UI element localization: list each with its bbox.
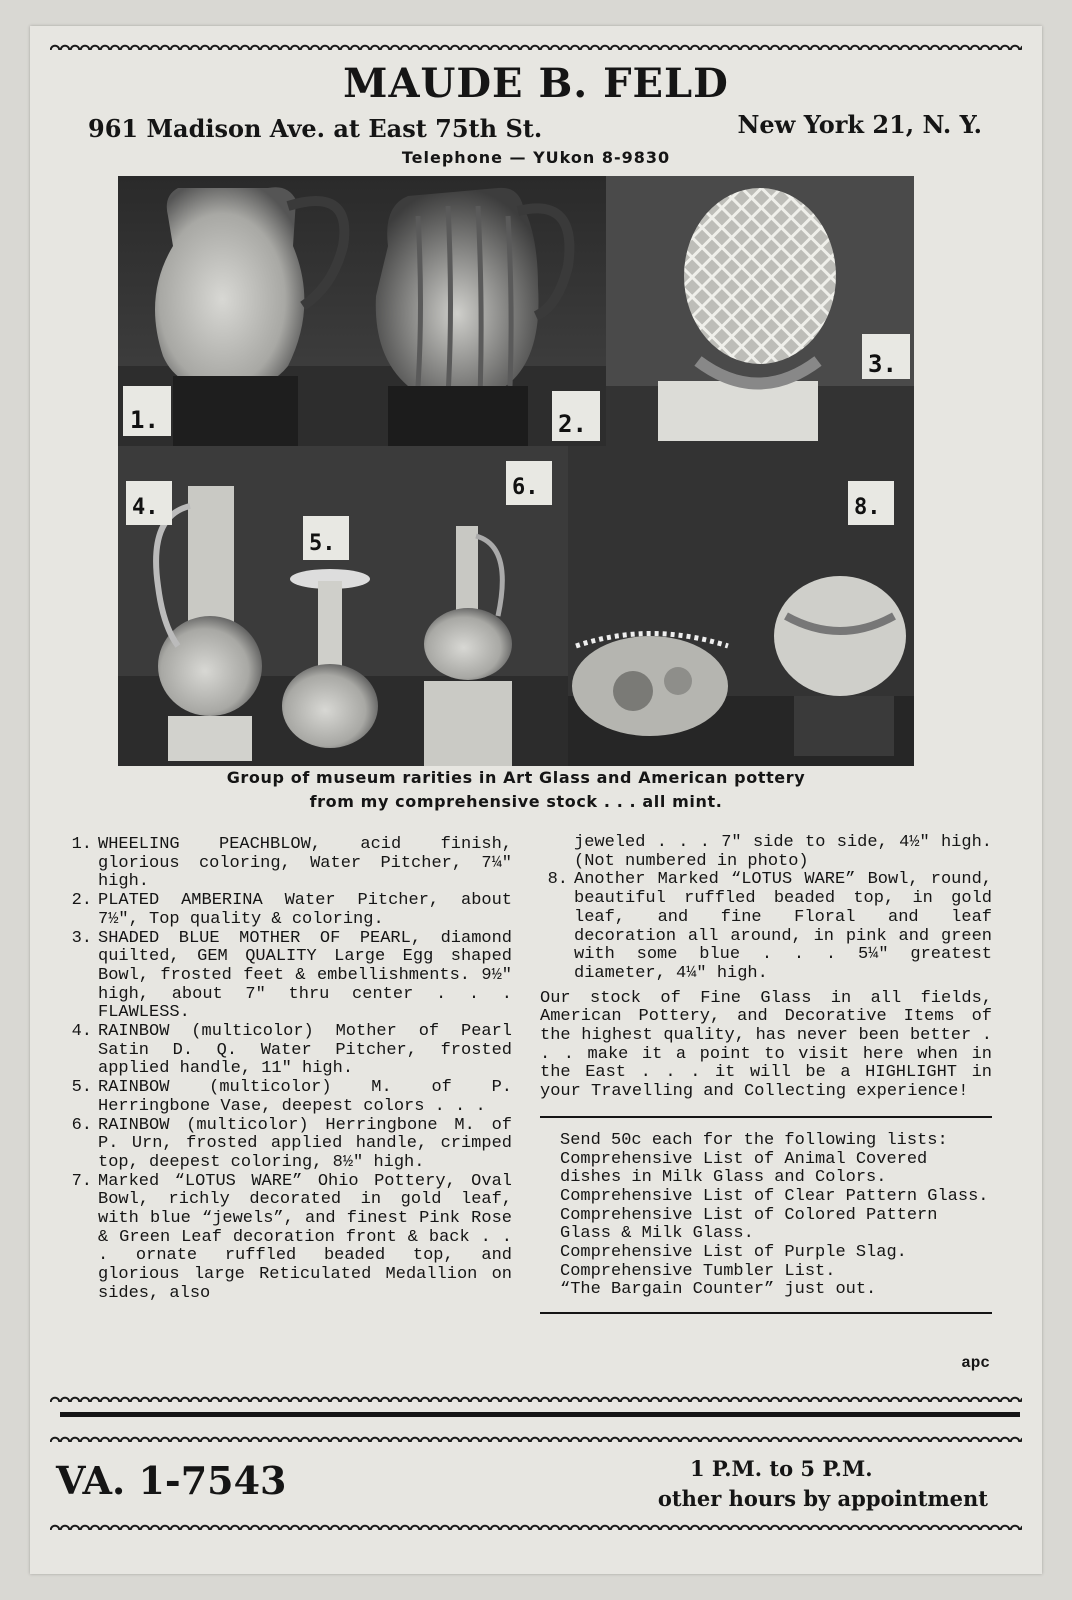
pitcher-2 xyxy=(376,188,539,398)
lotus-bowl-8 xyxy=(774,576,906,696)
photo-illustration xyxy=(118,176,914,766)
list-item: 6. RAINBOW (multicolor) Herringbone M. of P. Urn, frosted applied handle, crimped top, deepest coloring, 8½″ high. xyxy=(71,1115,512,1172)
dealer-name: MAUDE B. FELD xyxy=(343,60,729,107)
section-rule xyxy=(540,1312,992,1314)
list-entry: “The Bargain Counter” just out. xyxy=(560,1280,877,1300)
list-entry: Comprehensive List of Clear Pattern Glass. xyxy=(560,1186,989,1206)
thick-rule xyxy=(60,1412,1020,1417)
pitcher-1 xyxy=(155,187,304,391)
price-lists xyxy=(540,1132,992,1300)
signature-initials: apc xyxy=(961,1354,990,1372)
list-item: 5. RAINBOW (multicolor) M. of P. Herringbone Vase, deepest colors . . . xyxy=(71,1078,512,1116)
bottom-wavy-border xyxy=(50,1392,1022,1402)
list-entry: Comprehensive Tumbler List. xyxy=(560,1261,836,1281)
label-5: 5. xyxy=(309,531,336,556)
list-entry: Comprehensive List of Purple Slag. xyxy=(560,1243,907,1263)
advertisement-page xyxy=(30,26,1042,1574)
footer-phone: VA. 1-7543 xyxy=(56,1458,287,1503)
footer-hours: 1 P.M. to 5 P.M. xyxy=(690,1456,873,1481)
list-item: 4. RAINBOW (multicolor) Mother of Pearl Satin D. Q. Water Pitcher, frosted applied handle, 11″ high. xyxy=(71,1022,512,1079)
label-1: 1. xyxy=(130,406,159,434)
list-item-continued: jeweled . . . 7″ side to side, 4½″ high. (Not numbered in photo) xyxy=(574,833,992,871)
list-item: 7. Marked “LOTUS WARE” Ohio Pottery, Oval Bowl, richly decorated in gold leaf, with blue “jewels”, and finest Pink Rose & Green Leaf decoration front & back . . . ornate ruffled beaded top, and glorious large Reticulated Medallion on sides, also xyxy=(71,1171,512,1303)
items-left-column xyxy=(64,836,512,1304)
telephone-line: Telephone — YUkon 8-9830 xyxy=(401,148,671,167)
vase-5 xyxy=(282,664,378,748)
stock-paragraph: Our stock of Fine Glass in all fields, American Pottery, and Decorative Items of the highest quality, has never been better . . . make it a point to visit here when in the East . . . it will be a HIGHLIGHT in your Travelling and Collecting experience! xyxy=(540,988,992,1102)
urn-6 xyxy=(424,608,512,680)
list-item: 2. PLATED AMBERINA Water Pitcher, about 7½″, Top quality & coloring. xyxy=(71,891,512,929)
label-2: 2. xyxy=(558,410,587,438)
list-entry: Comprehensive List of Colored Pattern Glass & Milk Glass. xyxy=(560,1205,938,1244)
section-rule xyxy=(540,1116,992,1118)
photo-caption-line-1: Group of museum rarities in Art Glass and American pottery xyxy=(226,768,806,787)
city-address: New York 21, N. Y. xyxy=(737,110,982,139)
label-6: 6. xyxy=(512,475,539,500)
list-item: 3. SHADED BLUE MOTHER OF PEARL, diamond quilted, GEM QUALITY Large Egg shaped Bowl, frosted feet & embellishments. 9½″ high, about 7″ thru center . . . FLAWLESS. xyxy=(71,928,512,1023)
list-item: 1. WHEELING PEACHBLOW, acid finish, glorious coloring, Water Pitcher, 7¼″ high. xyxy=(71,835,512,892)
label-3: 3. xyxy=(868,350,897,378)
footer-appointment: other hours by appointment xyxy=(657,1486,988,1511)
street-address: 961 Madison Ave. at East 75th St. xyxy=(88,114,543,143)
glassware-photo xyxy=(118,176,914,766)
label-8: 8. xyxy=(854,495,881,520)
top-wavy-border xyxy=(50,40,1022,50)
footer-wavy-border xyxy=(50,1432,1022,1442)
items-right-column xyxy=(540,834,992,1314)
list-item: 8. Another Marked “LOTUS WARE” Bowl, round, beautiful ruffled beaded top, in gold leaf, and fine Floral and leaf decoration all around, in pink and green with some blue . . . 5¼″ greatest diameter, 4¼″ high. xyxy=(547,870,992,983)
label-4: 4. xyxy=(132,495,159,520)
lists-intro: Send 50c each for the following lists: xyxy=(560,1130,948,1150)
footer-bottom-wavy-border xyxy=(50,1520,1022,1530)
list-entry: Comprehensive List of Animal Covered dishes in Milk Glass and Colors. xyxy=(560,1149,928,1188)
pitcher-4 xyxy=(158,616,262,716)
egg-bowl-3 xyxy=(684,188,836,364)
photo-caption-line-2: from my comprehensive stock . . . all mint. xyxy=(309,792,723,811)
